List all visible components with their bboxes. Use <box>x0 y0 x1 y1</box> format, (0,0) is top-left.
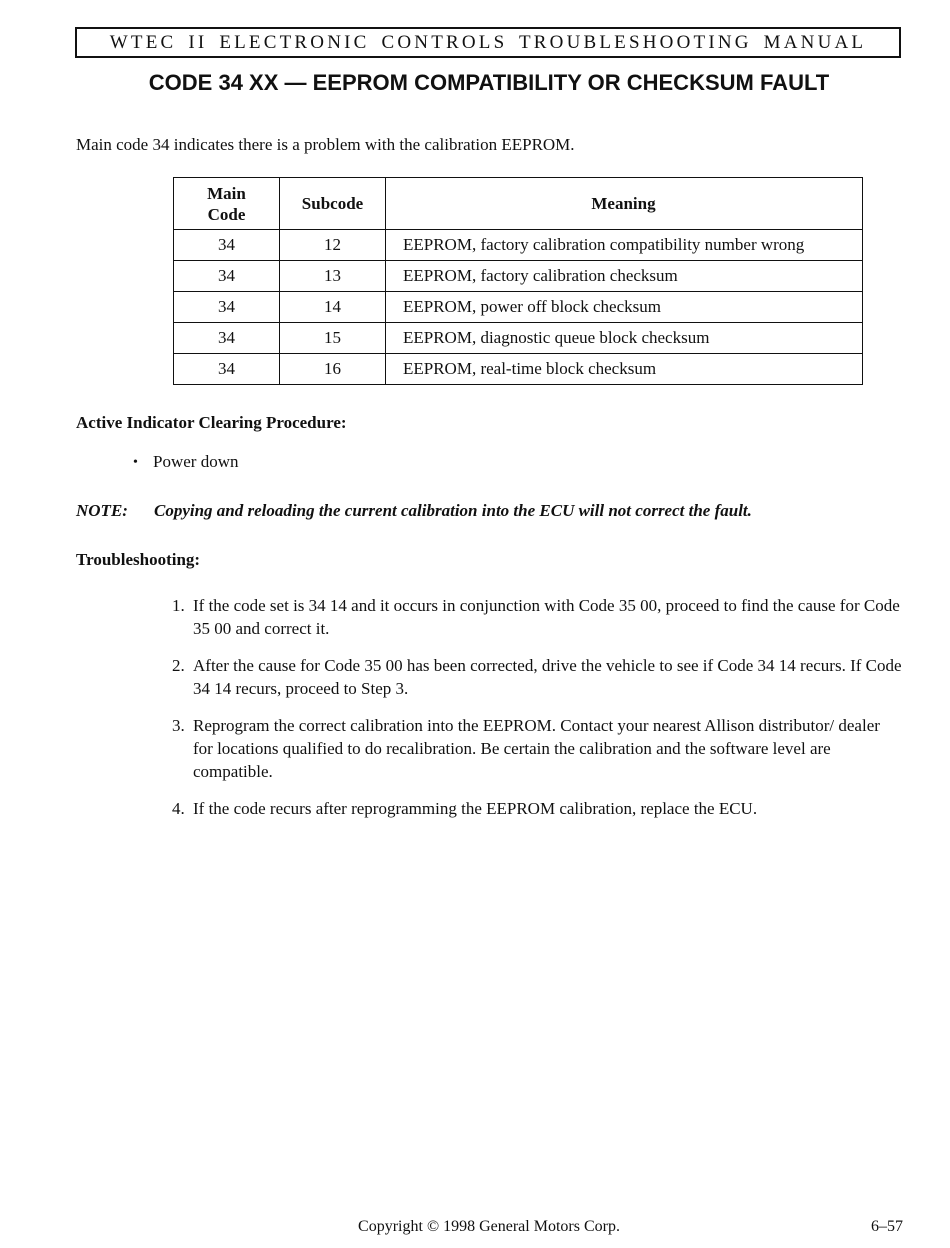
troubleshooting-heading: Troubleshooting: <box>76 550 201 569</box>
main-code-header <box>174 178 280 230</box>
subcode-cell: 14 <box>280 292 386 323</box>
clearing-procedure-heading: Active Indicator Clearing Procedure: <box>76 413 347 432</box>
meaning-cell: EEPROM, real-time block checksum <box>386 354 863 385</box>
subcode-cell: 12 <box>280 230 386 261</box>
meaning-cell: EEPROM, diagnostic queue block checksum <box>386 323 863 354</box>
note-label: NOTE: <box>76 501 128 520</box>
list-item-text: Power down <box>153 452 239 471</box>
step-number: 2. <box>172 656 185 675</box>
table-header-row <box>174 178 863 230</box>
subcode-header: Subcode <box>280 178 386 230</box>
meaning-header: Meaning <box>386 178 863 230</box>
step-item <box>172 654 902 700</box>
copyright-footer: Copyright © 1998 General Motors Corp. <box>358 1218 620 1235</box>
main-code-header-line1: Main <box>207 183 246 203</box>
code-table <box>173 177 863 385</box>
manual-title: WTEC II ELECTRONIC CONTROLS TROUBLESHOOTING MANUAL <box>109 31 867 53</box>
subcode-cell: 15 <box>280 323 386 354</box>
table-row <box>174 323 863 354</box>
step-item <box>172 714 902 783</box>
table-row <box>174 354 863 385</box>
main-code-cell: 34 <box>174 354 280 385</box>
step-text: If the code set is 34 14 and it occurs in conjunction with Code 35 00, proceed to find the cause for Code 35 00 and correct it. <box>193 596 900 638</box>
main-code-header-line2: Code <box>207 204 246 224</box>
page-number: 6–57 <box>871 1218 903 1235</box>
list-item <box>133 452 238 474</box>
step-text: Reprogram the correct calibration into the EEPROM. Contact your nearest Allison distributor/ dealer for locations qualified to do recalibration. Be certain the calibration and the software level are compatible. <box>193 716 880 781</box>
step-text: If the code recurs after reprogramming the EEPROM calibration, replace the ECU. <box>193 799 758 818</box>
troubleshooting-steps <box>172 594 902 834</box>
main-code-cell: 34 <box>174 230 280 261</box>
step-number: 4. <box>172 799 185 818</box>
subcode-cell: 16 <box>280 354 386 385</box>
meaning-cell: EEPROM, power off block checksum <box>386 292 863 323</box>
bullet-icon: • <box>133 455 138 470</box>
step-item <box>172 797 902 820</box>
step-number: 3. <box>172 716 185 735</box>
manual-header <box>75 27 901 58</box>
step-item <box>172 594 902 640</box>
page-title: CODE 34 XX — EEPROM COMPATIBILITY OR CHECKSUM FAULT <box>148 70 830 95</box>
note-block <box>76 501 752 521</box>
main-code-cell: 34 <box>174 292 280 323</box>
table-row <box>174 230 863 261</box>
meaning-cell: EEPROM, factory calibration compatibility number wrong <box>386 230 863 261</box>
intro-paragraph: Main code 34 indicates there is a problem with the calibration EEPROM. <box>76 135 575 154</box>
step-text: After the cause for Code 35 00 has been corrected, drive the vehicle to see if Code 34 14 recurs. If Code 34 14 recurs, proceed to Step 3. <box>193 656 902 698</box>
step-number: 1. <box>172 596 185 615</box>
note-text: Copying and reloading the current calibration into the ECU will not correct the fault. <box>154 501 752 520</box>
meaning-cell: EEPROM, factory calibration checksum <box>386 261 863 292</box>
main-code-cell: 34 <box>174 323 280 354</box>
table-row <box>174 261 863 292</box>
subcode-cell: 13 <box>280 261 386 292</box>
table-row <box>174 292 863 323</box>
main-code-cell: 34 <box>174 261 280 292</box>
